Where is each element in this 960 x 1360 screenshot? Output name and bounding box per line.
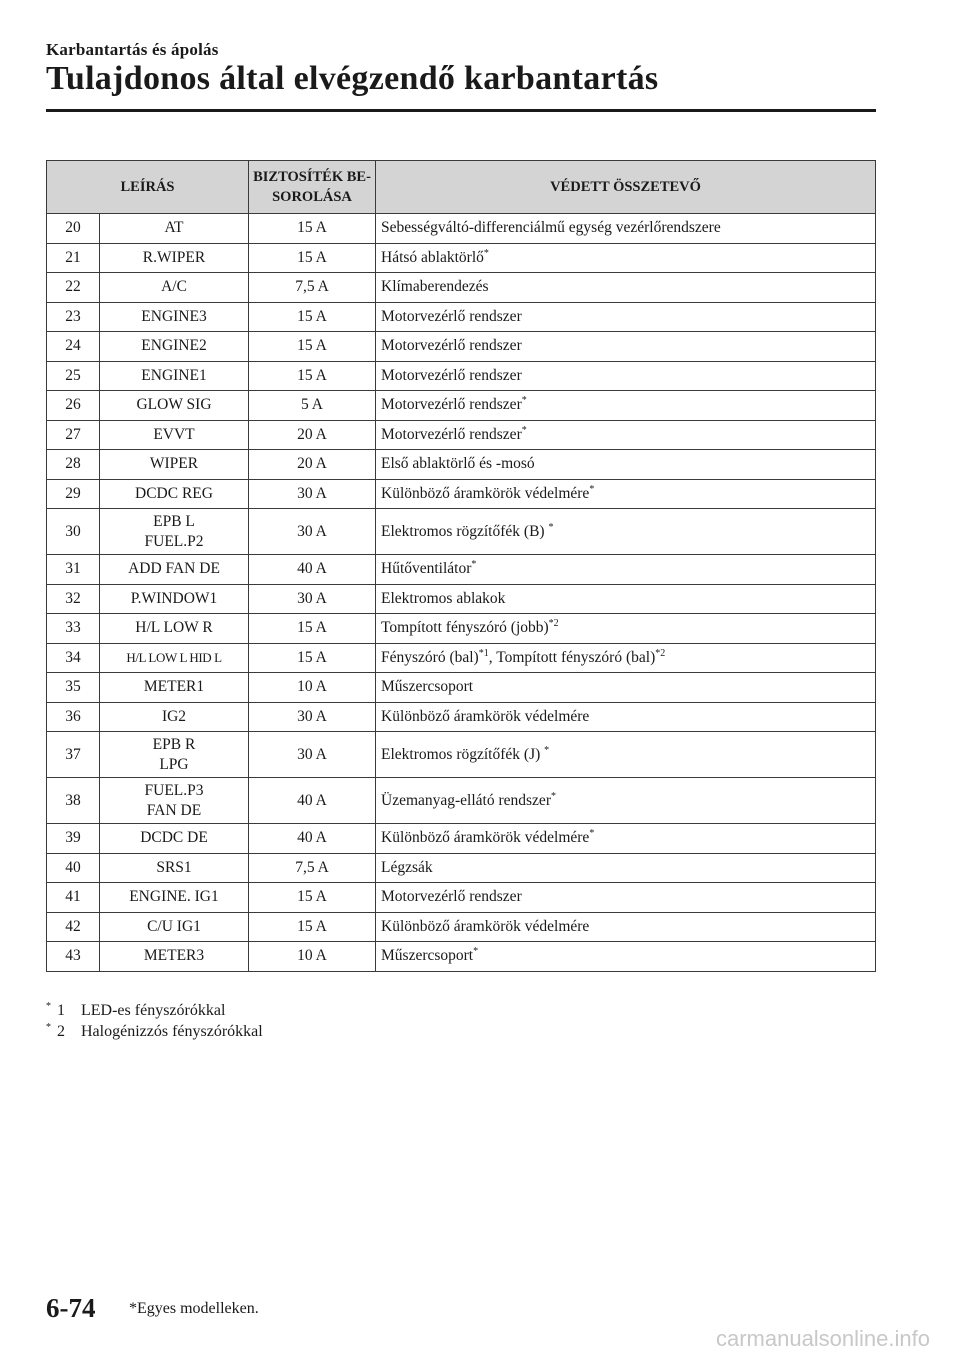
models-note: *Egyes modelleken. [129,1300,259,1317]
fuse-name-line2: FUEL.P2 [144,532,204,550]
fuse-number: 33 [47,614,100,644]
header-rating [249,161,376,214]
component-mark: *2 [548,618,559,630]
fuse-name: DCDC REG [100,479,249,509]
fuse-name [100,509,249,555]
fuse-name: P.WINDOW1 [100,584,249,614]
fuse-rating: 15 A [249,614,376,644]
footnote-1-label: 1 [57,1002,65,1019]
protected-component [376,732,876,778]
table-row [47,479,876,509]
component-text: Motorvezérlő rendszer [381,337,522,355]
component-mark-2: *2 [655,647,666,659]
protected-component [376,420,876,450]
fuse-name-line1: EPB L [153,512,195,530]
table-row [47,778,876,824]
component-mark: * [521,395,527,407]
table-row [47,584,876,614]
fuse-number: 35 [47,673,100,703]
component-mark: * [589,483,595,495]
component-mark: * [548,521,554,533]
protected-component [376,479,876,509]
fuse-rating: 20 A [249,450,376,480]
component-text: Műszercsoport [381,678,474,696]
table-row [47,643,876,673]
fuse-number: 31 [47,555,100,585]
fuse-name: EVVT [100,420,249,450]
protected-component [376,273,876,303]
protected-component [376,942,876,972]
fuse-name: R.WIPER [100,243,249,273]
page-title: Tulajdonos által elvégzendő karbantartás [46,60,659,97]
protected-component [376,361,876,391]
table-row [47,214,876,244]
table-row [47,420,876,450]
component-text: Különböző áramkörök védelmére [381,829,590,847]
fuse-rating: 30 A [249,732,376,778]
fuse-name: ADD FAN DE [100,555,249,585]
component-text: Elektromos rögzítőfék (B) [381,522,549,540]
fuse-name-line1: EPB R [152,735,196,753]
protected-component [376,853,876,883]
title-rule [46,109,876,112]
footnote-2 [46,1021,263,1042]
table-row [47,509,876,555]
fuse-number: 37 [47,732,100,778]
table-row [47,555,876,585]
fuse-number: 41 [47,883,100,913]
component-text: Különböző áramkörök védelmére [381,484,590,502]
table-row [47,912,876,942]
fuse-name-line1: FUEL.P3 [144,781,204,799]
protected-component [376,912,876,942]
component-text: Motorvezérlő rendszer [381,307,522,325]
fuse-number: 23 [47,302,100,332]
fuse-name: SRS1 [100,853,249,883]
fuse-rating: 7,5 A [249,273,376,303]
component-text: Motorvezérlő rendszer [381,888,522,906]
component-text: Motorvezérlő rendszer [381,396,522,414]
component-text: Klímaberendezés [381,278,489,296]
fuse-rating: 5 A [249,391,376,421]
table-row [47,883,876,913]
fuse-number: 38 [47,778,100,824]
watermark: carmanualsonline.info [715,1326,930,1351]
protected-component [376,214,876,244]
component-text: Elektromos rögzítőfék (J) [381,745,545,763]
footnote-2-mark: * [46,1021,51,1033]
fuse-number: 22 [47,273,100,303]
protected-component [376,584,876,614]
component-text: Tompított fényszóró (jobb) [381,619,549,637]
fuse-rating: 40 A [249,555,376,585]
component-mark: * [544,744,550,756]
fuse-rating: 15 A [249,214,376,244]
fuse-number: 34 [47,643,100,673]
table-row [47,450,876,480]
fuse-rating: 20 A [249,420,376,450]
fuse-number: 27 [47,420,100,450]
component-text: Első ablaktörlő és -mosó [381,455,535,473]
fuse-table-body [47,214,876,972]
component-text: Műszercsoport [381,947,474,965]
component-mark: * [483,247,489,259]
table-row [47,853,876,883]
fuse-name [100,732,249,778]
fuse-name: METER3 [100,942,249,972]
fuse-name: IG2 [100,702,249,732]
component-text: Különböző áramkörök védelmére [381,917,590,935]
page-number: 6-74 [46,1293,96,1323]
component-mark: * [521,424,527,436]
protected-component [376,332,876,362]
footnotes [46,1000,263,1042]
fuse-name: DCDC DE [100,824,249,854]
table-row [47,243,876,273]
fuse-number: 42 [47,912,100,942]
protected-component [376,643,876,673]
protected-component [376,778,876,824]
fuse-rating: 10 A [249,673,376,703]
fuse-rating: 7,5 A [249,853,376,883]
fuse-number: 25 [47,361,100,391]
fuse-name: ENGINE2 [100,332,249,362]
component-text: Légzsák [381,858,433,876]
fuse-name: A/C [100,273,249,303]
footnote-1-text: LED-es fényszórókkal [81,1002,226,1019]
component-text: Különböző áramkörök védelmére [381,707,590,725]
fuse-number: 28 [47,450,100,480]
table-row [47,332,876,362]
table-row [47,361,876,391]
fuse-name: ENGINE1 [100,361,249,391]
table-row [47,302,876,332]
protected-component [376,555,876,585]
fuse-rating: 15 A [249,361,376,391]
fuse-rating: 10 A [249,942,376,972]
header-rating-line2: SOROLÁSA [272,189,352,205]
footnote-2-text: Halogénizzós fényszórókkal [81,1023,263,1040]
fuse-number: 40 [47,853,100,883]
table-row [47,942,876,972]
table-row [47,673,876,703]
fuse-name [100,778,249,824]
section-title: Karbantartás és ápolás [46,40,219,59]
protected-component [376,702,876,732]
fuse-number: 43 [47,942,100,972]
fuse-rating: 15 A [249,912,376,942]
fuse-rating: 40 A [249,778,376,824]
component-text: Elektromos ablakok [381,589,506,607]
fuse-rating: 30 A [249,509,376,555]
table-row [47,732,876,778]
fuse-rating: 15 A [249,243,376,273]
fuse-number: 24 [47,332,100,362]
component-text: Hátsó ablaktörlő [381,248,484,266]
footnote-2-label: 2 [57,1023,65,1040]
fuse-rating: 15 A [249,883,376,913]
component-mark: * [473,946,479,958]
component-text: Hűtőventilátor [381,560,472,578]
component-mark: * [589,828,595,840]
protected-component [376,614,876,644]
table-row [47,702,876,732]
component-text: Üzemanyag-ellátó rendszer [381,791,551,809]
fuse-rating: 30 A [249,479,376,509]
table-row [47,273,876,303]
component-mark: * [471,559,477,571]
component-text: Motorvezérlő rendszer [381,425,522,443]
fuse-rating: 15 A [249,643,376,673]
fuse-number: 29 [47,479,100,509]
fuse-name: GLOW SIG [100,391,249,421]
table-row [47,391,876,421]
table-row [47,614,876,644]
component-mark: *1 [478,647,489,659]
fuse-rating: 40 A [249,824,376,854]
fuse-rating: 15 A [249,302,376,332]
component-text: Fényszóró (bal) [381,648,479,666]
fuse-number: 20 [47,214,100,244]
table-header-row [47,161,876,214]
header-rating-line1: BIZTOSÍTÉK BE- [253,169,371,185]
component-text-2: , Tompított fényszóró (bal) [488,648,656,666]
fuse-name: ENGINE. IG1 [100,883,249,913]
protected-component [376,509,876,555]
protected-component [376,391,876,421]
fuse-rating: 30 A [249,584,376,614]
footnote-1 [46,1000,263,1021]
fuse-number: 21 [47,243,100,273]
protected-component [376,243,876,273]
fuse-name: H/L LOW R [100,614,249,644]
component-text: Motorvezérlő rendszer [381,366,522,384]
fuse-name: AT [100,214,249,244]
fuse-name: C/U IG1 [100,912,249,942]
fuse-table [46,160,876,972]
fuse-number: 36 [47,702,100,732]
fuse-name-line2: FAN DE [146,801,202,819]
fuse-rating: 30 A [249,702,376,732]
fuse-name: ENGINE3 [100,302,249,332]
protected-component [376,673,876,703]
fuse-number: 39 [47,824,100,854]
fuse-number: 26 [47,391,100,421]
protected-component [376,824,876,854]
protected-component [376,883,876,913]
component-text: Sebességváltó-differenciálmű egység vezérlőrendszere [381,219,721,237]
fuse-name: H/L LOW L HID L [100,643,249,673]
header-component: VÉDETT ÖSSZETEVŐ [376,161,876,214]
protected-component [376,450,876,480]
fuse-number: 30 [47,509,100,555]
header-description: LEÍRÁS [47,161,249,214]
fuse-name: WIPER [100,450,249,480]
table-row [47,824,876,854]
fuse-rating: 15 A [249,332,376,362]
protected-component [376,302,876,332]
fuse-name-line2: LPG [159,755,189,773]
fuse-name: METER1 [100,673,249,703]
footnote-1-mark: * [46,1000,51,1012]
fuse-number: 32 [47,584,100,614]
component-mark: * [550,790,556,802]
